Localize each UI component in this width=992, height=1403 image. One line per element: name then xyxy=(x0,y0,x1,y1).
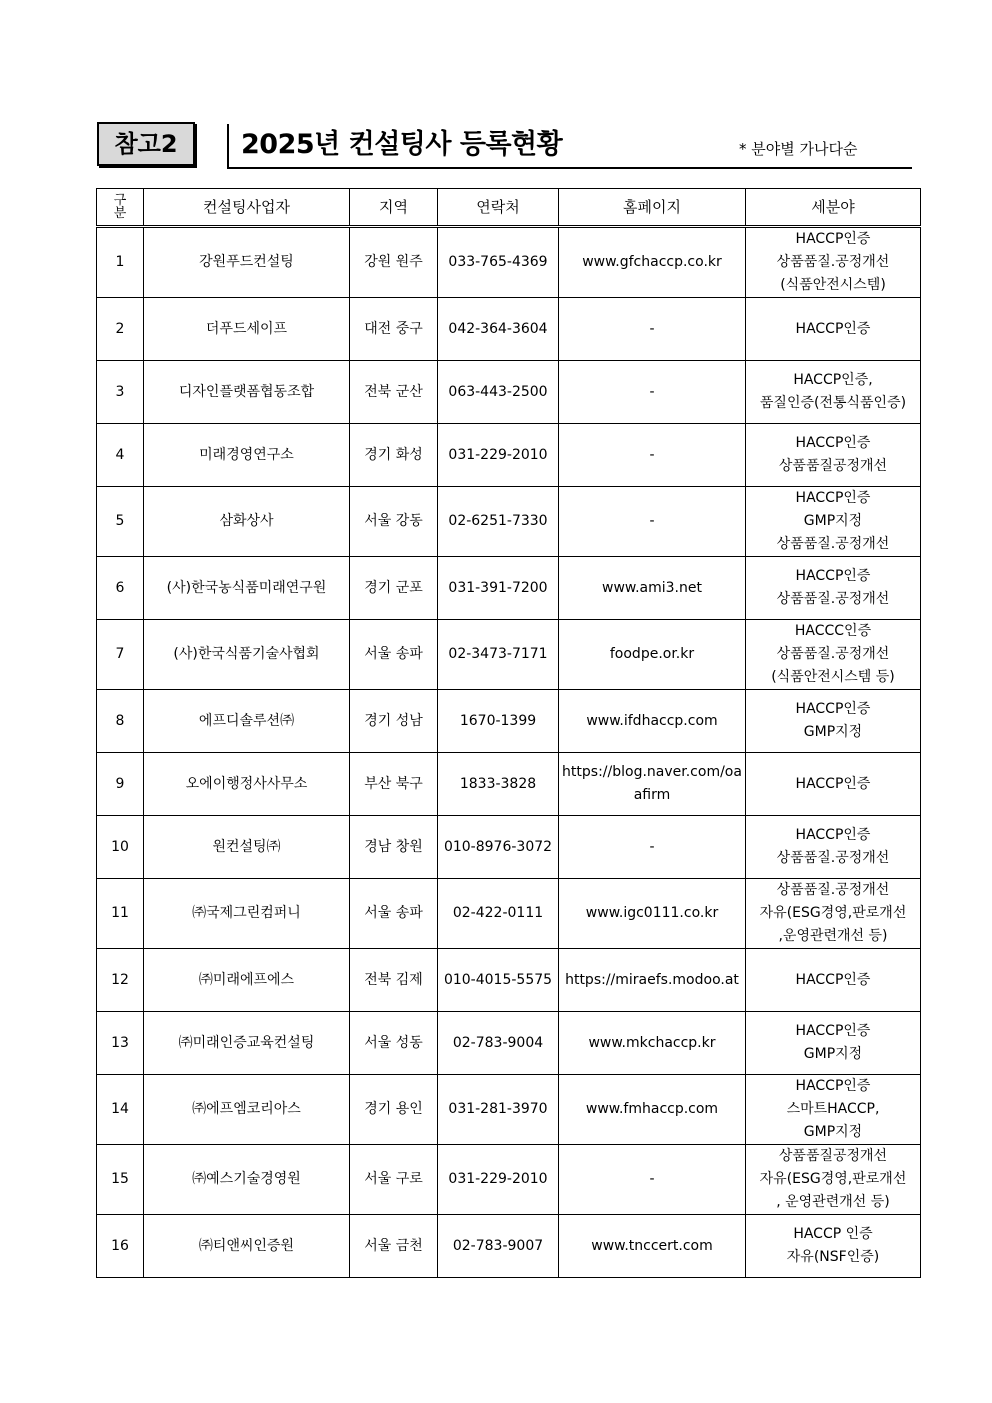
cell-company-name: 에프디솔루션㈜ xyxy=(144,690,350,753)
field-line: HACCP인증 xyxy=(795,568,871,584)
field-line: 상품품질.공정개선 xyxy=(776,254,890,270)
cell-region: 전북 김제 xyxy=(350,949,438,1012)
table-row xyxy=(97,949,921,1012)
cell-company-name: 디자인플랫폼협동조합 xyxy=(144,361,350,424)
table-row xyxy=(97,227,921,298)
field-line: 상품품질.공정개선 xyxy=(776,646,890,662)
cell-phone: 02-6251-7330 xyxy=(438,487,559,557)
cell-homepage: www.ifdhaccp.com xyxy=(559,690,746,753)
cell-no: 3 xyxy=(97,361,144,424)
cell-region: 대전 중구 xyxy=(350,298,438,361)
cell-no: 14 xyxy=(97,1075,144,1145)
cell-no: 8 xyxy=(97,690,144,753)
field-line: HACCP인증 xyxy=(795,971,871,988)
cell-phone: 031-229-2010 xyxy=(438,424,559,487)
cell-region: 경기 화성 xyxy=(350,424,438,487)
field-line: GMP지정 xyxy=(803,513,863,529)
cell-phone: 033-765-4369 xyxy=(438,227,559,298)
cell-fields xyxy=(746,690,921,753)
cell-region: 경기 성남 xyxy=(350,690,438,753)
field-line: (식품안전시스템) xyxy=(780,277,886,293)
cell-no: 4 xyxy=(97,424,144,487)
cell-company-name: ㈜에프엠코리아스 xyxy=(144,1075,350,1145)
cell-fields xyxy=(746,816,921,879)
title-divider xyxy=(227,124,229,168)
cell-company-name: 강원푸드컨설팅 xyxy=(144,227,350,298)
table-row xyxy=(97,557,921,620)
column-header-no: 구 분 xyxy=(97,189,144,227)
cell-homepage: www.mkchaccp.kr xyxy=(559,1012,746,1075)
cell-company-name: (사)한국식품기술사협회 xyxy=(144,620,350,690)
field-line: (식품안전시스템 등) xyxy=(771,669,895,685)
field-line: 상품품질공정개선 xyxy=(778,458,888,474)
field-line: HACCP인증 xyxy=(795,775,871,792)
table-row xyxy=(97,879,921,949)
field-line: HACCP인증 xyxy=(795,827,871,843)
cell-phone: 02-422-0111 xyxy=(438,879,559,949)
field-line: HACCP인증 xyxy=(795,435,871,451)
field-line: ,운영관련개선 등) xyxy=(778,928,888,944)
column-header-phone: 연락처 xyxy=(438,189,559,227)
cell-fields xyxy=(746,298,921,361)
cell-phone: 031-229-2010 xyxy=(438,1145,559,1215)
table-row xyxy=(97,361,921,424)
field-line: 상품품질공정개선 xyxy=(778,1148,888,1164)
cell-company-name: 미래경영연구소 xyxy=(144,424,350,487)
field-line: GMP지정 xyxy=(803,1124,863,1140)
field-line: HACCP인증 xyxy=(795,231,871,247)
cell-region: 서울 송파 xyxy=(350,879,438,949)
cell-company-name: ㈜예스기술경영원 xyxy=(144,1145,350,1215)
cell-fields xyxy=(746,620,921,690)
field-line: HACCP인증 xyxy=(795,1023,871,1039)
page-title: 2025년 컨설팅사 등록현황 xyxy=(241,129,563,160)
table-body xyxy=(97,227,921,1278)
cell-region: 경기 군포 xyxy=(350,557,438,620)
cell-no: 7 xyxy=(97,620,144,690)
cell-no: 12 xyxy=(97,949,144,1012)
cell-phone: 1670-1399 xyxy=(438,690,559,753)
field-line: HACCP인증, xyxy=(793,372,873,388)
table-row xyxy=(97,816,921,879)
field-line: 품질인증(전통식품인증) xyxy=(759,395,907,411)
cell-fields xyxy=(746,557,921,620)
field-line: GMP지정 xyxy=(803,1046,863,1062)
cell-region: 경남 창원 xyxy=(350,816,438,879)
cell-homepage: - xyxy=(559,487,746,557)
cell-fields xyxy=(746,1215,921,1278)
field-line: 상품품질.공정개선 xyxy=(776,882,890,898)
cell-no: 10 xyxy=(97,816,144,879)
cell-company-name: ㈜티앤씨인증원 xyxy=(144,1215,350,1278)
table-row xyxy=(97,620,921,690)
cell-fields xyxy=(746,753,921,816)
cell-region: 강원 원주 xyxy=(350,227,438,298)
field-line: 자유(NSF인증) xyxy=(786,1249,880,1265)
table-row xyxy=(97,1215,921,1278)
cell-homepage: - xyxy=(559,298,746,361)
cell-homepage: - xyxy=(559,424,746,487)
cell-homepage: - xyxy=(559,361,746,424)
cell-company-name: 오에이행정사사무소 xyxy=(144,753,350,816)
field-line: HACCP인증 xyxy=(795,701,871,717)
table-row xyxy=(97,690,921,753)
cell-no: 2 xyxy=(97,298,144,361)
cell-phone: 031-281-3970 xyxy=(438,1075,559,1145)
sort-note: * 분야별 가나다순 xyxy=(739,140,858,158)
cell-fields xyxy=(746,879,921,949)
cell-company-name: ㈜미래인증교육컨설팅 xyxy=(144,1012,350,1075)
column-header-homepage: 홈페이지 xyxy=(559,189,746,227)
field-line: GMP지정 xyxy=(803,724,863,740)
table-row xyxy=(97,487,921,557)
cell-homepage: www.igc0111.co.kr xyxy=(559,879,746,949)
field-line: , 운영관련개선 등) xyxy=(776,1194,890,1210)
cell-phone: 031-391-7200 xyxy=(438,557,559,620)
cell-region: 경기 용인 xyxy=(350,1075,438,1145)
cell-fields xyxy=(746,361,921,424)
column-header-region: 지역 xyxy=(350,189,438,227)
cell-no: 9 xyxy=(97,753,144,816)
cell-region: 서울 성동 xyxy=(350,1012,438,1075)
field-line: HACCC인증 xyxy=(794,623,872,639)
cell-homepage: - xyxy=(559,816,746,879)
table-row xyxy=(97,298,921,361)
field-line: 상품품질.공정개선 xyxy=(776,850,890,866)
column-header-name: 컨설팅사업자 xyxy=(144,189,350,227)
cell-homepage: - xyxy=(559,1145,746,1215)
title-underline xyxy=(227,167,912,169)
cell-region: 서울 송파 xyxy=(350,620,438,690)
cell-region: 서울 강동 xyxy=(350,487,438,557)
cell-phone: 010-4015-5575 xyxy=(438,949,559,1012)
cell-region: 전북 군산 xyxy=(350,361,438,424)
cell-fields xyxy=(746,227,921,298)
cell-fields xyxy=(746,487,921,557)
cell-phone: 063-443-2500 xyxy=(438,361,559,424)
cell-phone: 02-783-9007 xyxy=(438,1215,559,1278)
cell-fields xyxy=(746,424,921,487)
cell-no: 1 xyxy=(97,227,144,298)
cell-company-name: ㈜미래에프에스 xyxy=(144,949,350,1012)
cell-no: 16 xyxy=(97,1215,144,1278)
table-header-row xyxy=(97,189,921,227)
cell-homepage: foodpe.or.kr xyxy=(559,620,746,690)
cell-phone: 02-3473-7171 xyxy=(438,620,559,690)
field-line: 자유(ESG경영,판로개선 xyxy=(759,905,907,921)
table-row xyxy=(97,424,921,487)
cell-homepage: www.ami3.net xyxy=(559,557,746,620)
cell-fields xyxy=(746,949,921,1012)
column-header-fields: 세분야 xyxy=(746,189,921,227)
cell-homepage: https://blog.naver.com/oaafirm xyxy=(559,753,746,816)
cell-fields xyxy=(746,1075,921,1145)
cell-phone: 042-364-3604 xyxy=(438,298,559,361)
cell-homepage: www.fmhaccp.com xyxy=(559,1075,746,1145)
cell-phone: 02-783-9004 xyxy=(438,1012,559,1075)
field-line: HACCP 인증 xyxy=(793,1226,873,1242)
field-line: HACCP인증 xyxy=(795,490,871,506)
table-row xyxy=(97,753,921,816)
cell-region: 부산 북구 xyxy=(350,753,438,816)
cell-no: 5 xyxy=(97,487,144,557)
cell-region: 서울 금천 xyxy=(350,1215,438,1278)
field-line: HACCP인증 xyxy=(795,320,871,337)
cell-homepage: www.gfchaccp.co.kr xyxy=(559,227,746,298)
page-header xyxy=(97,122,912,170)
registration-table xyxy=(96,188,921,1278)
cell-homepage: https://miraefs.modoo.at xyxy=(559,949,746,1012)
cell-phone: 010-8976-3072 xyxy=(438,816,559,879)
field-line: 상품품질.공정개선 xyxy=(776,536,890,552)
cell-fields xyxy=(746,1145,921,1215)
cell-company-name: (사)한국농식품미래연구원 xyxy=(144,557,350,620)
field-line: HACCP인증 xyxy=(795,1078,871,1094)
cell-company-name: ㈜국제그린컴퍼니 xyxy=(144,879,350,949)
field-line: 상품품질.공정개선 xyxy=(776,591,890,607)
cell-no: 15 xyxy=(97,1145,144,1215)
cell-company-name: 원컨설팅㈜ xyxy=(144,816,350,879)
table-row xyxy=(97,1012,921,1075)
cell-no: 6 xyxy=(97,557,144,620)
cell-fields xyxy=(746,1012,921,1075)
cell-phone: 1833-3828 xyxy=(438,753,559,816)
cell-no: 11 xyxy=(97,879,144,949)
field-line: 스마트HACCP, xyxy=(786,1101,880,1117)
cell-region: 서울 구로 xyxy=(350,1145,438,1215)
reference-label: 참고2 xyxy=(97,122,195,166)
cell-company-name: 삼화상사 xyxy=(144,487,350,557)
field-line: 자유(ESG경영,판로개선 xyxy=(759,1171,907,1187)
cell-homepage: www.tnccert.com xyxy=(559,1215,746,1278)
table-row xyxy=(97,1075,921,1145)
cell-no: 13 xyxy=(97,1012,144,1075)
table-row xyxy=(97,1145,921,1215)
cell-company-name: 더푸드세이프 xyxy=(144,298,350,361)
